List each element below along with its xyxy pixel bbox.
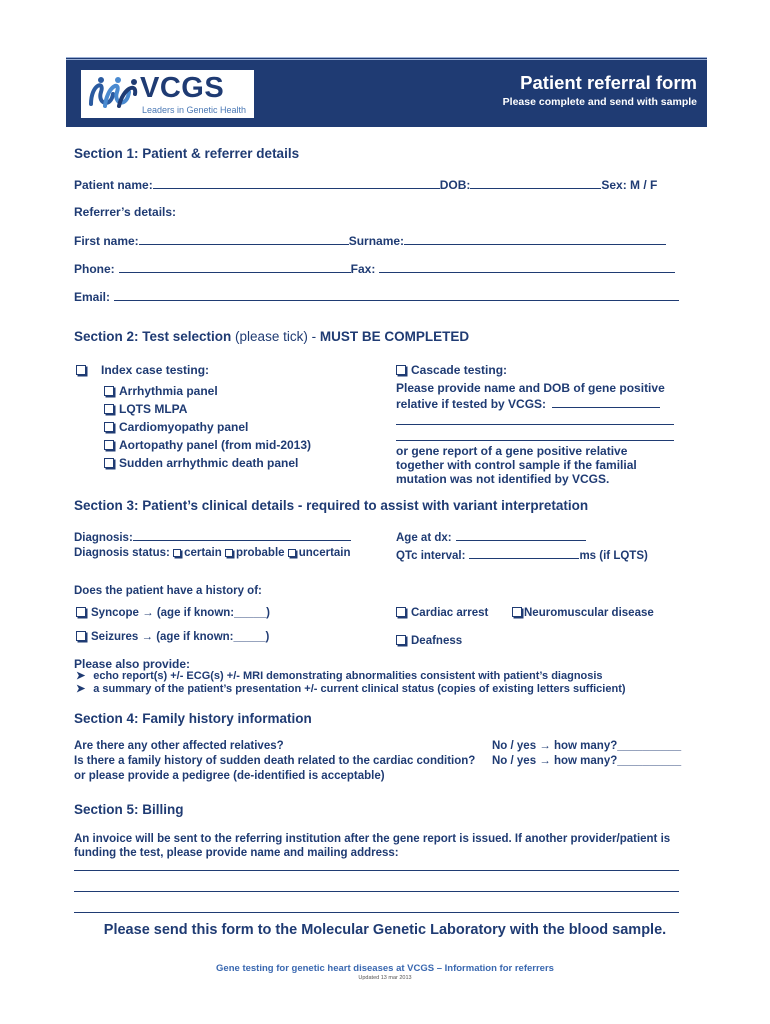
phone-label: Phone: <box>74 262 115 276</box>
logo-text: VCGS <box>140 72 225 104</box>
provide-item-text: a summary of the patient’s presentation +/- current clinical status (copies of existing letters sufficient) <box>93 683 626 695</box>
vcgs-logo <box>81 70 254 118</box>
deafness-checkbox[interactable] <box>396 635 406 645</box>
relative-field-2[interactable] <box>396 424 674 425</box>
certain-checkbox[interactable] <box>173 549 181 557</box>
cascade-alternative <box>396 444 637 486</box>
neuromuscular-checkbox[interactable] <box>512 607 522 617</box>
panel-option[interactable] <box>104 400 311 418</box>
panel-label: LQTS MLPA <box>119 402 188 416</box>
neuromuscular-option[interactable] <box>512 607 654 619</box>
updated-date: Updated 13 mar 2013 <box>358 975 412 981</box>
cascade-instructions <box>396 380 665 412</box>
cardiac-arrest-option[interactable] <box>396 607 488 619</box>
panel-checkbox[interactable] <box>104 458 114 468</box>
age-dx-field[interactable] <box>456 529 586 541</box>
cascade-or-3: mutation was not identified by VCGS. <box>396 472 610 486</box>
patient-name-label: Patient name: <box>74 178 153 192</box>
cascade-label: Cascade testing: <box>411 363 508 377</box>
panel-checkbox[interactable] <box>104 422 114 432</box>
family-q2-answer[interactable]: No / yes → how many?__________ <box>492 755 682 767</box>
provide-item <box>76 683 626 696</box>
diagnosis-row <box>74 529 351 544</box>
patient-row <box>74 177 684 192</box>
patient-name-field[interactable] <box>153 177 440 189</box>
uncertain-checkbox[interactable] <box>288 549 296 557</box>
syncope-option[interactable] <box>76 607 270 619</box>
relative-field-3[interactable] <box>396 440 674 441</box>
diagnosis-field[interactable] <box>133 529 351 541</box>
dob-label: DOB: <box>439 178 471 192</box>
email-row <box>74 289 679 304</box>
also-provide-heading: Please also provide: <box>74 657 191 671</box>
cascade-text-1: Please provide name and DOB of gene positive <box>396 381 665 395</box>
panel-option[interactable] <box>104 436 311 454</box>
dob-field[interactable] <box>470 177 601 189</box>
relative-field-1[interactable] <box>552 396 660 408</box>
provide-list <box>76 670 626 696</box>
panel-label: Cardiomyopathy panel <box>119 420 249 434</box>
section1-heading: Section 1: Patient & referrer details <box>74 146 300 161</box>
seizures-label: Seizures → (age if known:_____) <box>91 631 270 643</box>
status-certain[interactable] <box>173 547 222 559</box>
qtc-unit: ms (if LQTS) <box>579 550 648 562</box>
diagnosis-status-label: Diagnosis status: <box>74 547 170 559</box>
provide-item-text: echo report(s) +/- ECG(s) +/- MRI demonstrating abnormalities consistent with patient’s diagnosis <box>93 670 603 682</box>
sex-label[interactable]: Sex: M / F <box>601 178 658 192</box>
section3-heading: Section 3: Patient’s clinical details - required to assist with variant interpretation <box>74 498 589 513</box>
status-uncertain[interactable] <box>288 547 351 559</box>
panel-checkbox[interactable] <box>104 440 114 450</box>
seizures-checkbox[interactable] <box>76 631 86 641</box>
bullet-arrow-icon: ➤ <box>76 683 86 695</box>
first-name-field[interactable] <box>139 233 349 245</box>
index-case-option[interactable] <box>76 363 209 377</box>
index-case-label: Index case testing: <box>101 363 210 377</box>
neuromuscular-label: Neuromuscular disease <box>524 607 654 619</box>
deafness-option[interactable] <box>396 635 462 647</box>
email-field[interactable] <box>114 289 679 301</box>
billing-field-3[interactable] <box>74 912 679 913</box>
fax-field[interactable] <box>379 261 675 273</box>
section4-heading: Section 4: Family history information <box>74 711 312 726</box>
billing-field-2[interactable] <box>74 891 679 892</box>
panel-label: Sudden arrhythmic death panel <box>119 456 299 470</box>
logo-tagline: Leaders in Genetic Health <box>142 105 247 115</box>
section2-heading <box>74 329 469 344</box>
panel-option[interactable] <box>104 454 311 472</box>
section2-heading-note: (please tick) - <box>231 329 320 344</box>
panel-checkbox[interactable] <box>104 386 114 396</box>
footer-info: Gene testing for genetic heart diseases at VCGS – Information for referrers <box>216 963 554 974</box>
billing-text: An invoice will be sent to the referring institution after the gene report is issued. If another provider/patient is funding the test, please provide name and mailing address: <box>74 833 671 859</box>
provide-item <box>76 670 626 683</box>
cascade-or-1: or gene report of a gene positive relative <box>396 444 628 458</box>
age-dx-label: Age at dx: <box>396 532 452 544</box>
cascade-text-2: relative if tested by VCGS: <box>396 397 547 411</box>
cascade-or-2: together with control sample if the familial <box>396 458 637 472</box>
section2-heading-title: Section 2: Test selection <box>74 329 232 344</box>
syncope-label: Syncope → (age if known:_____) <box>91 607 270 619</box>
pedigree-note: or please provide a pedigree (de-identified is acceptable) <box>74 770 385 782</box>
probable-label: probable <box>235 547 285 559</box>
probable-checkbox[interactable] <box>225 549 233 557</box>
phone-field[interactable] <box>119 261 351 273</box>
fax-label: Fax: <box>350 262 376 276</box>
family-q1-answer[interactable]: No / yes → how many?__________ <box>492 740 682 752</box>
diagnosis-status-row <box>74 547 351 559</box>
qtc-field[interactable] <box>469 547 579 559</box>
first-name-label: First name: <box>74 234 139 248</box>
panel-checkbox[interactable] <box>104 404 114 414</box>
cardiac-arrest-checkbox[interactable] <box>396 607 406 617</box>
panel-list <box>104 382 311 472</box>
name-row <box>74 233 666 248</box>
referrer-label: Referrer’s details: <box>74 205 177 219</box>
panel-label: Arrhythmia panel <box>119 384 218 398</box>
logo-figures-icon <box>87 74 141 114</box>
send-instruction: Please send this form to the Molecular Genetic Laboratory with the blood sample. <box>103 922 667 938</box>
diagnosis-label: Diagnosis: <box>74 532 133 544</box>
panel-option[interactable] <box>104 382 311 400</box>
email-label: Email: <box>74 290 111 304</box>
section2-heading-required: MUST BE COMPLETED <box>319 329 470 344</box>
age-dx-row <box>396 529 586 544</box>
billing-field-1[interactable] <box>74 870 679 871</box>
surname-label: Surname: <box>348 234 405 248</box>
panel-label: Aortopathy panel (from mid-2013) <box>119 438 312 452</box>
cardiac-arrest-label: Cardiac arrest <box>411 607 489 619</box>
section5-heading: Section 5: Billing <box>74 802 184 817</box>
cascade-option[interactable] <box>396 363 507 377</box>
form-title: Patient referral form <box>520 72 697 93</box>
index-case-checkbox[interactable] <box>76 365 86 375</box>
form-header <box>66 57 707 127</box>
qtc-label: QTc interval: <box>396 550 466 562</box>
uncertain-label: uncertain <box>298 547 351 559</box>
family-q2: Is there a family history of sudden death related to the cardiac condition? <box>74 755 476 767</box>
form-subtitle: Please complete and send with sample <box>502 96 697 108</box>
deafness-label: Deafness <box>411 635 463 647</box>
panel-option[interactable] <box>104 418 311 436</box>
family-q1: Are there any other affected relatives? <box>74 740 284 752</box>
cascade-checkbox[interactable] <box>396 365 406 375</box>
status-probable[interactable] <box>225 547 285 559</box>
syncope-checkbox[interactable] <box>76 607 86 617</box>
history-question: Does the patient have a history of: <box>74 585 262 597</box>
certain-label: certain <box>184 547 222 559</box>
bullet-arrow-icon: ➤ <box>76 670 86 682</box>
phone-row <box>74 261 675 276</box>
seizures-option[interactable] <box>76 631 269 643</box>
qtc-row <box>396 547 648 562</box>
surname-field[interactable] <box>404 233 666 245</box>
